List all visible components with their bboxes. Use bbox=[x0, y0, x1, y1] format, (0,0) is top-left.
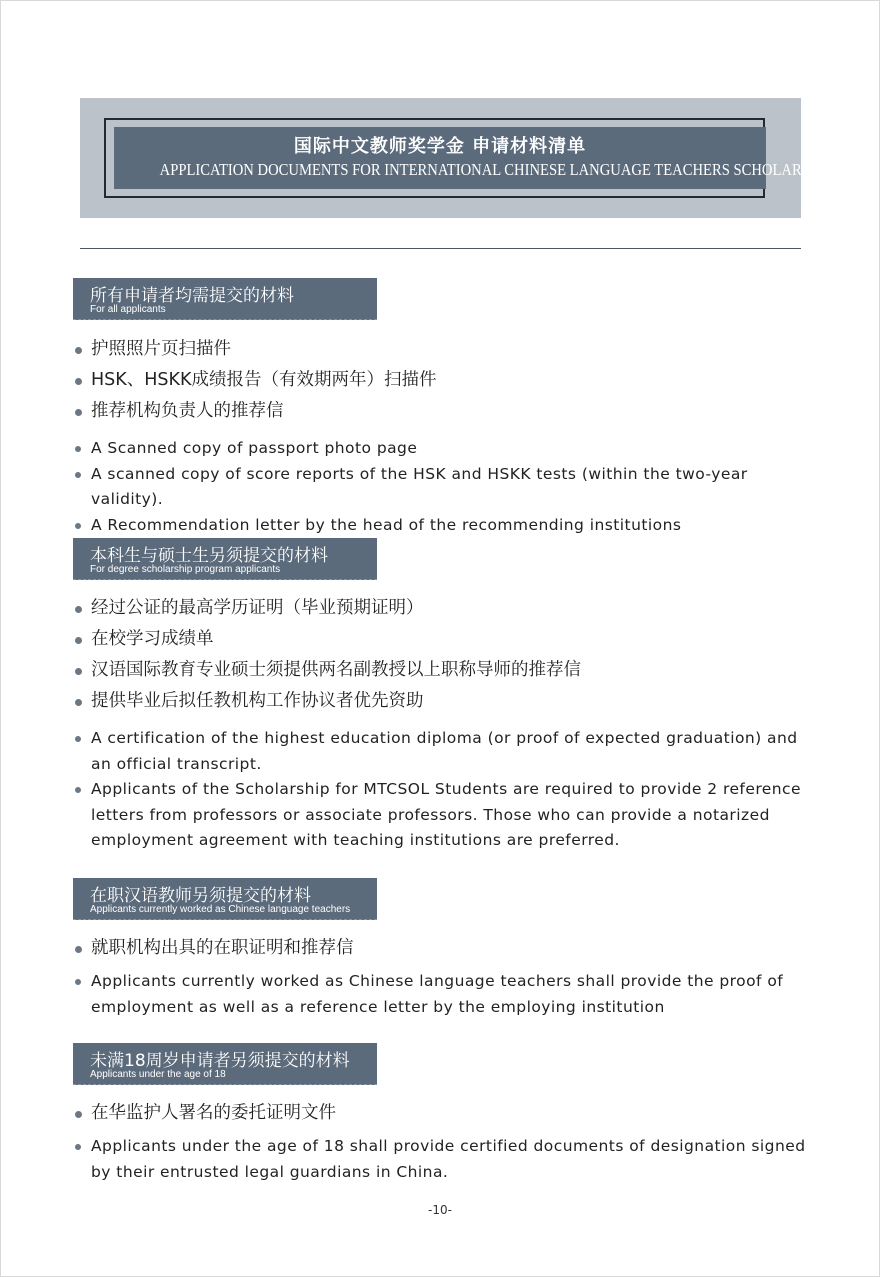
list-item: 护照照片页扫描件 bbox=[73, 334, 818, 365]
list-item: 经过公证的最高学历证明（毕业预期证明） bbox=[73, 593, 818, 624]
list-item: 汉语国际教育专业硕士须提供两名副教授以上职称导师的推荐信 bbox=[73, 655, 818, 686]
list-item: Applicants currently worked as Chinese language teachers shall provide the proof of employment as well as a reference letter by the employing institution bbox=[73, 969, 818, 1020]
list-item: A scanned copy of score reports of the HSK and HSKK tests (within the two-year validity). bbox=[73, 462, 818, 513]
list-item: 提供毕业后拟任教机构工作协议者优先资助 bbox=[73, 686, 818, 717]
title-english: APPLICATION DOCUMENTS FOR INTERNATIONAL CHINESE LANGUAGE TEACHERS SCHOLARSHIP bbox=[159, 160, 834, 179]
section-heading-teacher-applicants bbox=[73, 878, 377, 920]
list-item: 在校学习成绩单 bbox=[73, 624, 818, 655]
list-item: Applicants under the age of 18 shall provide certified documents of designation signed by their entrusted legal guardians in China. bbox=[73, 1134, 818, 1185]
section-heading-en: For all applicants bbox=[90, 304, 166, 315]
list-item: A Scanned copy of passport photo page bbox=[73, 436, 818, 462]
header-title-box bbox=[114, 127, 834, 189]
page-number: -10- bbox=[428, 1203, 452, 1217]
section-4-en-list bbox=[73, 1134, 818, 1185]
header-divider bbox=[80, 248, 801, 249]
section-heading-en: For degree scholarship program applicants bbox=[90, 564, 281, 575]
list-item: A Recommendation letter by the head of the recommending institutions bbox=[73, 513, 818, 539]
section-4-cn-list bbox=[73, 1098, 818, 1129]
section-heading-cn: 在职汉语教师另须提交的材料 bbox=[90, 886, 311, 906]
section-heading-degree-applicants bbox=[73, 538, 377, 580]
section-heading-cn: 本科生与硕士生另须提交的材料 bbox=[90, 546, 328, 566]
section-heading-minor-applicants bbox=[73, 1043, 377, 1085]
section-3-cn-list bbox=[73, 933, 818, 964]
list-item: HSK、HSKK成绩报告（有效期两年）扫描件 bbox=[73, 365, 818, 396]
section-heading-cn: 未满18周岁申请者另须提交的材料 bbox=[90, 1051, 350, 1071]
section-heading-all-applicants bbox=[73, 278, 377, 320]
section-heading-en: Applicants currently worked as Chinese language teachers bbox=[90, 904, 351, 915]
title-chinese: 国际中文教师奖学金 申请材料清单 bbox=[293, 136, 587, 157]
section-heading-en: Applicants under the age of 18 bbox=[90, 1069, 226, 1080]
list-item: 就职机构出具的在职证明和推荐信 bbox=[73, 933, 818, 964]
section-heading-cn: 所有申请者均需提交的材料 bbox=[90, 286, 294, 306]
section-1-cn-list bbox=[73, 334, 818, 427]
section-2-cn-list bbox=[73, 593, 818, 717]
list-item: A certification of the highest education diploma (or proof of expected graduation) and an official transcript. bbox=[73, 726, 818, 777]
section-3-en-list bbox=[73, 969, 818, 1020]
list-item: 推荐机构负责人的推荐信 bbox=[73, 396, 818, 427]
list-item: 在华监护人署名的委托证明文件 bbox=[73, 1098, 818, 1129]
section-1-en-list bbox=[73, 436, 818, 538]
section-2-en-list bbox=[73, 726, 818, 854]
list-item: Applicants of the Scholarship for MTCSOL Students are required to provide 2 reference letters from professors or associate professors. Those who can provide a notarized employment agreement with teaching institutions are preferred. bbox=[73, 777, 818, 854]
